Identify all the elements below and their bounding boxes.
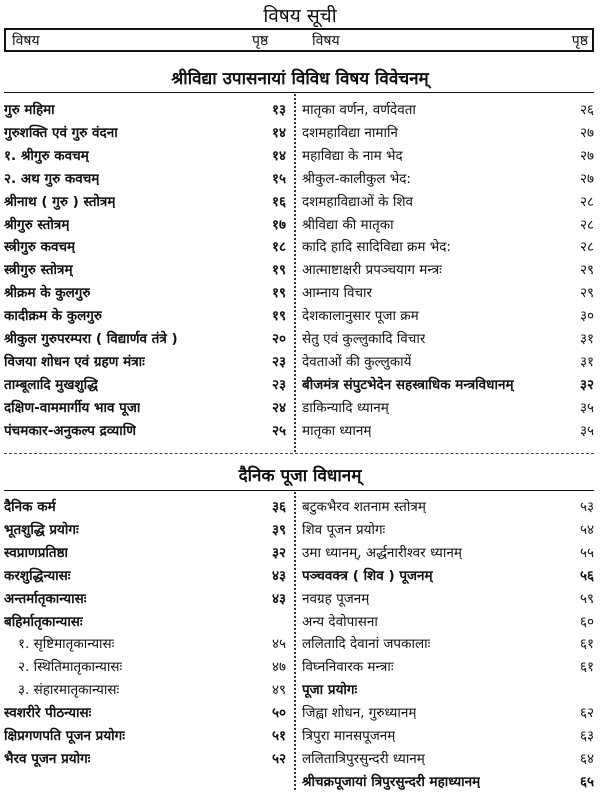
- toc-entry-page: २८: [579, 193, 594, 210]
- toc-entry-page: १४: [271, 124, 286, 141]
- toc-entry[interactable]: [302, 565, 594, 587]
- toc-entry-label: ललितादि देवानां जपकालाः: [302, 636, 431, 653]
- toc-entry-page: १९: [271, 285, 286, 302]
- toc-entry[interactable]: [302, 191, 594, 213]
- toc-entry-page: ६३: [579, 728, 594, 744]
- toc-entry[interactable]: [4, 542, 286, 564]
- toc-entry-label: उमा ध्यानम्, अर्द्धनारीश्वर ध्यानम्: [302, 544, 462, 561]
- toc-entry-page: १८: [271, 239, 286, 256]
- toc-entry-label: डाकिन्यादि ध्यानम्: [302, 399, 389, 416]
- toc-entry[interactable]: [4, 420, 286, 442]
- toc-entry-page: ५३: [579, 499, 594, 515]
- toc-entry-label: आम्नाय विचार: [302, 285, 373, 302]
- toc-entry-page: ५२: [271, 750, 286, 767]
- toc-entry[interactable]: [4, 725, 286, 747]
- toc-entry-label: श्रीकुल-कालीकुल भेद:: [302, 170, 411, 187]
- toc-entry-page: ५९: [579, 590, 594, 607]
- toc-entry[interactable]: [302, 519, 594, 541]
- toc-entry-label: श्रीक्रम के कुलगुरु: [4, 285, 91, 302]
- page-title: विषय सूची: [263, 5, 337, 27]
- toc-entry-page: २७: [579, 147, 594, 164]
- toc-entry-label: १. श्रीगुरु कवचम्: [4, 147, 89, 164]
- toc-entry-page: १६: [271, 193, 286, 210]
- toc-entry-label: त्रिपुरा मानसपूजनम्: [302, 728, 396, 744]
- toc-entry[interactable]: [4, 168, 286, 190]
- toc-entry-label: पूजा प्रयोगः: [302, 682, 358, 699]
- toc-entry-label: विजया शोधन एवं ग्रहण मंत्राः: [4, 353, 145, 370]
- toc-entry-page: १९: [271, 262, 286, 279]
- toc-entry-page: ४५: [271, 636, 286, 653]
- toc-entry[interactable]: [4, 145, 286, 167]
- toc-entry-label: पञ्चवक्त्र ( शिव ) पूजनम्: [302, 567, 433, 584]
- toc-entry-page: २४: [271, 399, 286, 416]
- toc-entry[interactable]: [4, 679, 286, 701]
- toc-entry-label: शिव पूजन प्रयोगः: [302, 521, 386, 538]
- toc-entry[interactable]: [302, 420, 594, 442]
- toc-entry[interactable]: [4, 702, 286, 724]
- toc-entry[interactable]: [4, 282, 286, 304]
- toc-entry-label: श्रीचक्रपूजायां त्रिपुरसुन्दरी महाध्यानम्: [302, 773, 481, 790]
- toc-entry[interactable]: [302, 725, 594, 747]
- toc-entry-label: देवताओं की कुल्लुकायें: [302, 353, 412, 370]
- toc-entry-page: ६१: [579, 636, 594, 653]
- column-divider: [294, 94, 296, 452]
- toc-entry[interactable]: [4, 99, 286, 121]
- toc-entry[interactable]: [302, 282, 594, 304]
- toc-entry-label: श्रीकुल गुरुपरम्परा ( विद्यार्णव तंत्रे ): [4, 331, 178, 347]
- toc-entry[interactable]: [4, 214, 286, 236]
- toc-entry[interactable]: [302, 611, 594, 633]
- toc-entry[interactable]: [4, 191, 286, 213]
- toc-entry-page: २९: [579, 262, 594, 279]
- toc-entry-page: ३१: [579, 331, 594, 347]
- toc-entry[interactable]: [4, 236, 286, 258]
- column-header-bar: [4, 28, 594, 52]
- toc-entry-page: २९: [579, 285, 594, 302]
- toc-entry-page: ३१: [579, 353, 594, 370]
- toc-entry-label: करशुद्धिन्यासः: [4, 567, 71, 584]
- toc-entry[interactable]: [4, 633, 286, 655]
- toc-entry-label: आत्माष्टाक्षरी प्रपञ्चयाग मन्त्रः: [302, 262, 442, 279]
- toc-entry[interactable]: [4, 259, 286, 281]
- toc-entry-label: क्षिप्रगणपति पूजन प्रयोगः: [4, 728, 125, 744]
- toc-entry-page: २०: [271, 331, 286, 347]
- toc-entry-label: ताम्बूलादि मुखशुद्धि: [4, 376, 98, 393]
- toc-entry-page: २३: [271, 376, 286, 393]
- toc-entry[interactable]: [4, 611, 286, 633]
- toc-entry-label: ३. संहारमातृकान्यासः: [18, 682, 120, 699]
- toc-entry-page: २८: [579, 239, 594, 256]
- toc-entry-label: विघ्ननिवारक मन्त्राः: [302, 659, 394, 676]
- toc-entry[interactable]: [302, 702, 594, 724]
- toc-entry[interactable]: [4, 656, 286, 678]
- toc-entry-label: १. सृष्टिमातृकान्यासः: [18, 636, 115, 653]
- toc-entry[interactable]: [302, 328, 594, 350]
- toc-entry-page: ३६: [271, 499, 286, 515]
- toc-entry[interactable]: [302, 397, 594, 419]
- toc-entry-page: ३५: [579, 422, 594, 439]
- toc-entry-label: अन्य देवोपासना: [302, 613, 378, 630]
- toc-entry[interactable]: [302, 633, 594, 655]
- toc-entry[interactable]: [4, 374, 286, 396]
- toc-entry[interactable]: [302, 236, 594, 258]
- header-topic: विषय: [12, 33, 40, 49]
- toc-entry-page: ४९: [271, 682, 286, 699]
- toc-entry[interactable]: [4, 748, 286, 770]
- toc-entry-label: स्वप्राणप्रतिष्ठा: [4, 544, 69, 561]
- toc-entry-page: ३२: [579, 376, 594, 393]
- toc-entry-page: ५१: [271, 728, 286, 744]
- toc-entry[interactable]: [302, 748, 594, 770]
- toc-entry-label: स्त्रीगुरु कवचम्: [4, 239, 76, 256]
- toc-entry-page: १४: [271, 147, 286, 164]
- toc-entry-page: ४७: [271, 659, 286, 676]
- toc-entry[interactable]: [302, 99, 594, 121]
- toc-entry-page: २५: [271, 422, 286, 439]
- toc-entry-label: श्रीगुरु स्तोत्रम्: [4, 216, 70, 233]
- toc-entry-label: गुरुशक्ति एवं गुरु वंदना: [4, 124, 118, 141]
- toc-entry-label: स्त्रीगुरु स्तोत्रम्: [4, 262, 73, 279]
- toc-entry[interactable]: [302, 656, 594, 678]
- toc-entry[interactable]: [302, 771, 594, 793]
- toc-entry[interactable]: [302, 259, 594, 281]
- toc-entry-page: २७: [579, 170, 594, 187]
- toc-entry-label: बहिर्मातृकान्यासः: [4, 613, 83, 630]
- toc-entry-page: ३०: [579, 308, 594, 325]
- toc-entry-page: २३: [271, 353, 286, 370]
- toc-entry-label: कादि हादि सादिविद्या क्रम भेद:: [302, 239, 451, 256]
- toc-entry[interactable]: [302, 145, 594, 167]
- toc-entry[interactable]: [4, 519, 286, 541]
- toc-entry[interactable]: [302, 168, 594, 190]
- toc-entry-page: ५४: [579, 521, 594, 538]
- toc-entry-page: ४३: [271, 590, 286, 607]
- toc-entry-label: दैनिक कर्म: [4, 499, 56, 515]
- toc-entry-label: कादीक्रम के कुलगुरु: [4, 308, 102, 325]
- toc-entry[interactable]: [302, 496, 594, 518]
- toc-entry-label: स्वशरीरे पीठन्यासः: [4, 705, 92, 722]
- toc-entry-page: २७: [579, 124, 594, 141]
- header-topic-right: विषय: [312, 33, 340, 49]
- toc-entry[interactable]: [4, 496, 286, 518]
- toc-entry[interactable]: [4, 122, 286, 144]
- divider: [4, 453, 594, 454]
- divider: [4, 490, 594, 491]
- toc-entry-label: मातृका ध्यानम्: [302, 422, 372, 439]
- toc-entry[interactable]: [302, 214, 594, 236]
- toc-entry-page: ४३: [271, 567, 286, 584]
- toc-entry-page: ६५: [579, 773, 594, 790]
- section-heading: श्रीविद्या उपासनायां विविध विषय विवेचनम्: [171, 69, 429, 89]
- toc-entry-label: अन्तर्मातृकान्यासः: [4, 590, 87, 607]
- toc-entry-label: ललितात्रिपुरसुन्दरी ध्यानम्: [302, 750, 425, 767]
- toc-entry-label: सेतु एवं कुल्लुकादि विचार: [302, 331, 426, 347]
- toc-entry-page: ३९: [271, 521, 286, 538]
- toc-entry[interactable]: [4, 305, 286, 327]
- toc-entry-page: १९: [271, 308, 286, 325]
- section-heading: दैनिक पूजा विधानम्: [238, 466, 362, 486]
- toc-entry-page: १७: [271, 216, 286, 233]
- toc-entry-label: श्रीविद्या की मातृका: [302, 216, 394, 233]
- toc-entry-label: दक्षिण-वाममार्गीय भाव पूजा: [4, 399, 141, 416]
- toc-entry-label: जिह्वा शोधन, गुरुध्यानम्: [302, 705, 417, 722]
- toc-entry[interactable]: [4, 351, 286, 373]
- toc-entry[interactable]: [302, 588, 594, 610]
- toc-entry-label: श्रीनाथ ( गुरु ) स्तोत्रम्: [4, 193, 116, 210]
- toc-entry-page: ६४: [579, 750, 594, 767]
- toc-entry-page: ३२: [271, 544, 286, 561]
- toc-entry[interactable]: [302, 679, 594, 701]
- divider: [4, 92, 594, 93]
- toc-entry-page: १३: [271, 102, 286, 118]
- toc-entry-page: ६१: [579, 659, 594, 676]
- toc-entry-label: दशमहाविद्या नामानि: [302, 124, 398, 141]
- toc-entry[interactable]: [302, 374, 594, 396]
- toc-entry[interactable]: [4, 328, 286, 350]
- toc-entry-label: गुरु महिमा: [4, 102, 55, 118]
- toc-entry-label: बटुकभैरव शतनाम स्तोत्रम्: [302, 499, 426, 515]
- toc-entry-page: ६०: [579, 613, 594, 630]
- toc-entry-label: २. स्थितिमातृकान्यासः: [18, 659, 123, 676]
- column-divider: [294, 492, 296, 790]
- toc-entry-page: २८: [579, 216, 594, 233]
- toc-entry-label: २. अथ गुरु कवचम्: [4, 170, 100, 187]
- toc-entry[interactable]: [302, 305, 594, 327]
- toc-entry[interactable]: [302, 542, 594, 564]
- toc-entry[interactable]: [4, 397, 286, 419]
- toc-entry[interactable]: [4, 588, 286, 610]
- toc-entry-page: ५०: [271, 705, 286, 722]
- toc-entry-page: २६: [579, 102, 594, 118]
- toc-entry-page: १५: [271, 170, 286, 187]
- toc-entry-label: नवग्रह पूजनम्: [302, 590, 370, 607]
- header-page: पृष्ठ: [252, 33, 269, 49]
- toc-entry-label: पंचमकार-अनुकल्प द्रव्याणि: [4, 422, 137, 439]
- toc-entry[interactable]: [4, 565, 286, 587]
- toc-entry-label: मातृका वर्णन, वर्णदेवता: [302, 102, 416, 118]
- toc-entry-label: भूतशुद्धि प्रयोगः: [4, 521, 79, 538]
- toc-entry-page: ५५: [579, 544, 594, 561]
- toc-entry-label: महाविद्या के नाम भेद: [302, 147, 403, 164]
- toc-entry-page: ६२: [579, 705, 594, 722]
- toc-entry-label: भैरव पूजन प्रयोगः: [4, 750, 91, 767]
- toc-entry[interactable]: [302, 351, 594, 373]
- toc-entry-page: ५६: [579, 567, 594, 584]
- header-page-right: पृष्ठ: [571, 33, 588, 49]
- toc-entry-page: ३५: [579, 399, 594, 416]
- toc-entry-label: दशमहाविद्याओं के शिव: [302, 193, 414, 210]
- toc-entry-label: बीजमंत्र संपुटभेदेन सहस्त्राधिक मन्त्रविधानम्: [302, 376, 514, 393]
- toc-entry-label: देशकालानुसार पूजा क्रम: [302, 308, 419, 325]
- toc-entry[interactable]: [302, 122, 594, 144]
